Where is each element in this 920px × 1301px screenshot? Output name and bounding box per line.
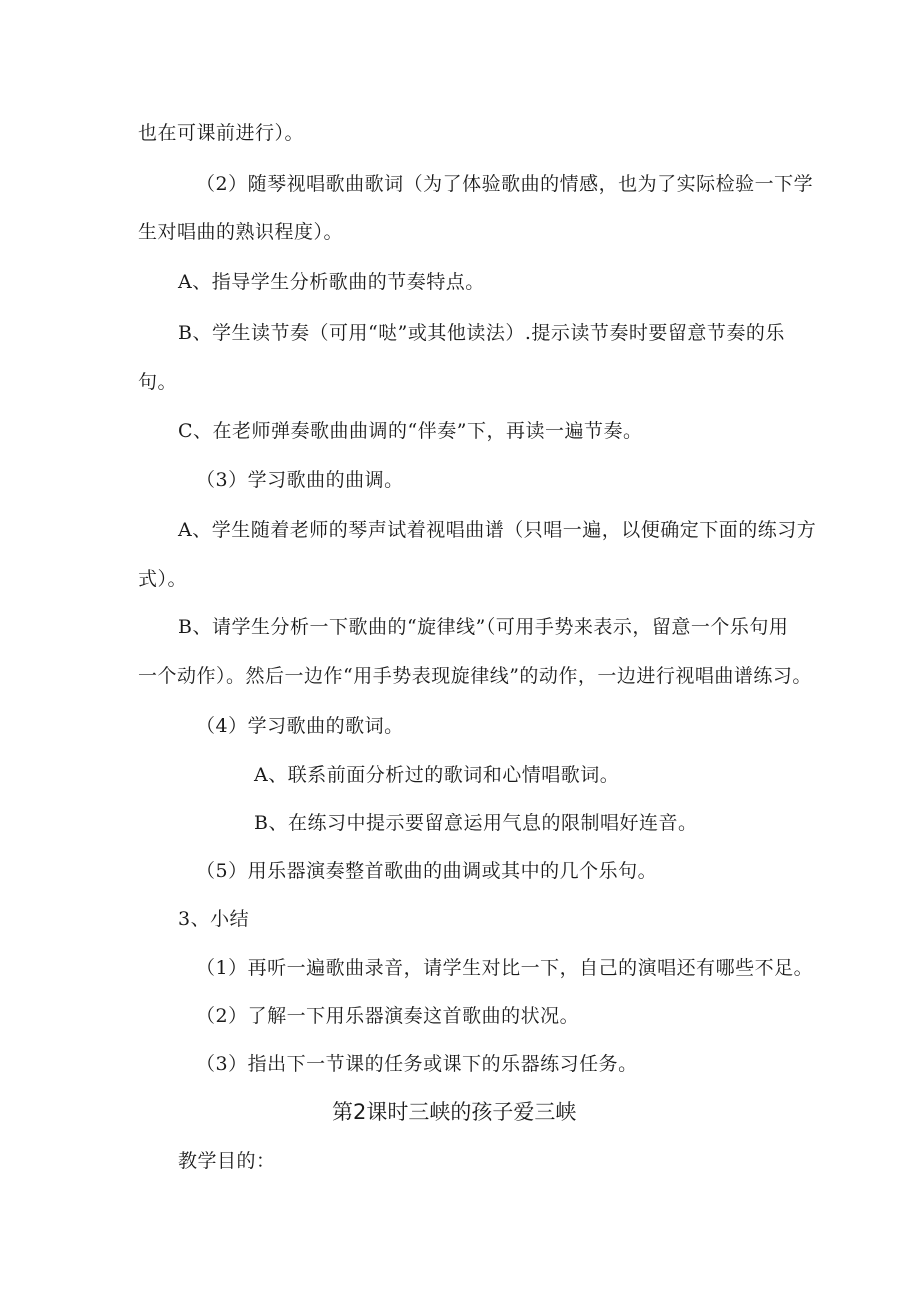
paragraph-line: （3）指出下一节课的任务或课下的乐器练习任务。: [196, 1053, 638, 1075]
paragraph-line: （1）再听一遍歌曲录音，请学生对比一下，自己的演唱还有哪些不足。: [196, 957, 814, 979]
paragraph-line: （4）学习歌曲的歌词。: [196, 715, 404, 737]
paragraph-line: 生对唱曲的熟识程度）。: [138, 221, 344, 243]
paragraph-line: （3）学习歌曲的曲调。: [196, 469, 404, 491]
paragraph-line: 式）。: [138, 568, 188, 590]
paragraph-line: 3、小结: [178, 908, 250, 930]
paragraph-line: B、在练习中提示要留意运用气息的限制唱好连音。: [254, 812, 698, 834]
paragraph-line: 也在可课前进行）。: [138, 122, 305, 144]
paragraph-line: B、学生读节奏（可用“哒”或其他读法）.提示读节奏时要留意节奏的乐: [178, 322, 785, 344]
paragraph-line: （5）用乐器演奏整首歌曲的曲调或其中的几个乐句。: [196, 860, 658, 882]
paragraph-line: A、指导学生分析歌曲的节奏特点。: [178, 271, 485, 293]
paragraph-line: 一个动作）。然后一边作“用手势表现旋律线”的动作，一边进行视唱曲谱练习。: [138, 665, 812, 687]
paragraph-line: （2）随琴视唱歌曲歌词（为了体验歌曲的情感，也为了实际检验一下学: [196, 173, 814, 195]
paragraph-line: B、请学生分析一下歌曲的“旋律线”（可用手势来表示，留意一个乐句用: [178, 616, 789, 638]
paragraph-line: A、学生随着老师的琴声试着视唱曲谱（只唱一遍，以便确定下面的练习方: [178, 519, 817, 541]
paragraph-line: A、联系前面分析过的歌词和心情唱歌词。: [254, 764, 620, 786]
paragraph-line: 句。: [138, 371, 178, 393]
paragraph-line: 教学目的：: [178, 1150, 276, 1172]
paragraph-line: C、在老师弹奏歌曲曲调的“伴奏”下，再读一遍节奏。: [178, 420, 643, 442]
paragraph-line: （2）了解一下用乐器演奏这首歌曲的状况。: [196, 1005, 580, 1027]
section-heading: 第2课时三峡的孩子爱三峡: [332, 1100, 577, 1124]
